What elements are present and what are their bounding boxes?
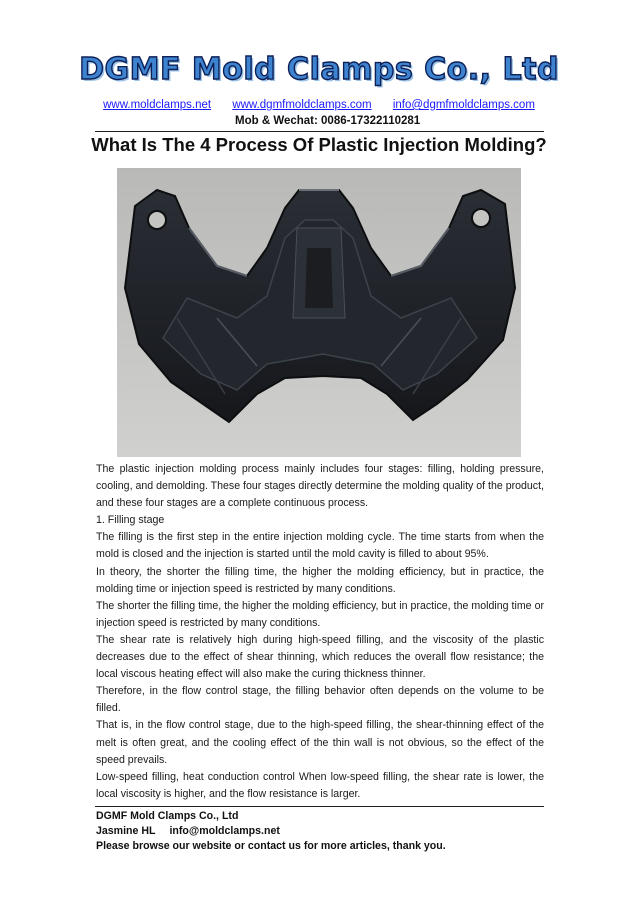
header-links bbox=[0, 99, 638, 111]
footer bbox=[96, 809, 544, 854]
paragraph-filling-definition: The filling is the first step in the entire injection molding cycle. The time starts from when the mold is closed and the injection is started until the mold cavity is filled to about 95%. bbox=[96, 531, 544, 561]
footer-contact-line bbox=[96, 824, 544, 839]
article-title: What Is The 4 Process Of Plastic Injection Molding? bbox=[91, 134, 547, 155]
molded-part-photo bbox=[117, 168, 521, 457]
footer-company: DGMF Mold Clamps Co., Ltd bbox=[96, 810, 239, 822]
article-body bbox=[96, 461, 544, 803]
paragraph-high-speed: That is, in the flow control stage, due to the high-speed filling, the shear-thinning effect of the melt is often great, and the cooling effect of the thin wall is not obvious, so the effect of the speed prevails. bbox=[96, 719, 544, 766]
paragraph-intro: The plastic injection molding process mainly includes four stages: filling, holding pressure, cooling, and demolding. These four stages directly determine the molding quality of the product, and these four stages are a complete continuous process. bbox=[96, 463, 544, 510]
paragraph-flow-control: Therefore, in the flow control stage, the filling behavior often depends on the volume to be filled. bbox=[96, 685, 544, 715]
section-heading-filling: 1. Filling stage bbox=[96, 514, 165, 527]
company-logo: DGMF Mold Clamps Co., Ltd bbox=[79, 52, 559, 87]
paragraph-filling-theory: In theory, the shorter the filling time, the higher the molding efficiency, but in practice, the molding time or injection speed is restricted by many conditions. bbox=[96, 565, 544, 595]
website-link-dgmf[interactable]: www.dgmfmoldclamps.com bbox=[232, 99, 372, 111]
header-divider bbox=[95, 131, 544, 132]
footer-divider bbox=[95, 806, 544, 807]
email-link[interactable]: info@dgmfmoldclamps.com bbox=[392, 99, 535, 111]
footer-email[interactable]: info@moldclamps.net bbox=[169, 825, 280, 837]
website-link-moldclamps[interactable]: www.moldclamps.net bbox=[103, 99, 212, 111]
paragraph-low-speed: Low-speed filling, heat conduction control When low-speed filling, the shear rate is lower, the local viscosity is higher, and the flow resistance is larger. bbox=[96, 770, 544, 800]
paragraph-shear-rate: The shear rate is relatively high during high-speed filling, and the viscosity of the plastic decreases due to the effect of shear thinning, which reduces the overall flow resistance; the local viscous heating effect will also make the curing thickness thinner. bbox=[96, 633, 544, 681]
contact-phone: Mob & Wechat: 0086-17322110281 bbox=[235, 115, 421, 127]
footer-person: Jasmine HL bbox=[96, 825, 156, 837]
paragraph-filling-time: The shorter the filling time, the higher the molding efficiency, but in practice, the molding time or injection speed is restricted by many conditions. bbox=[96, 599, 544, 629]
footer-note: Please browse our website or contact us for more articles, thank you. bbox=[96, 840, 446, 852]
